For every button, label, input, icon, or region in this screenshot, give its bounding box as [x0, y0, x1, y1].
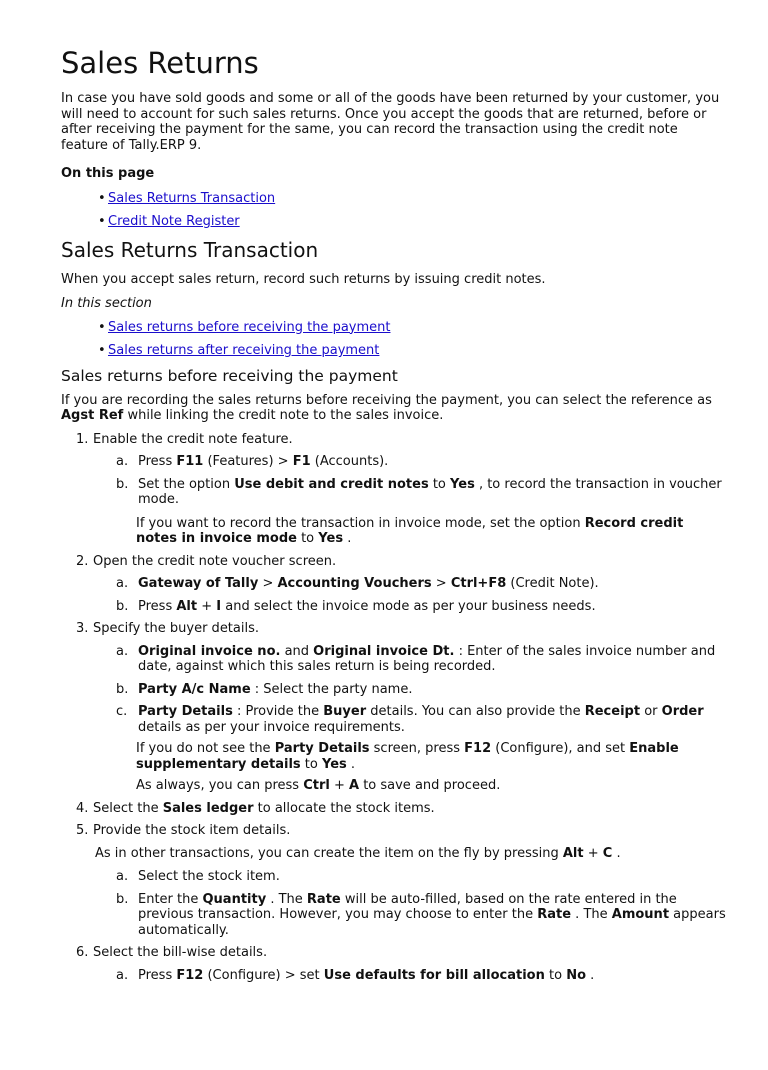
bold-text: Ctrl [303, 778, 330, 793]
bold-text: Alt [176, 598, 198, 614]
step-number: 2. [76, 553, 89, 569]
bold-text: Use debit and credit notes [234, 476, 429, 492]
substep-letter: a. [116, 643, 129, 659]
text: details. You can also provide the [366, 704, 585, 719]
note [136, 778, 728, 794]
bold-text: Party Details [274, 741, 370, 756]
document-page [0, 46, 768, 983]
link-before-payment[interactable]: Sales returns before receiving the payment [108, 319, 391, 335]
substep [116, 892, 728, 939]
step-number: 4. [76, 800, 89, 816]
text: or [640, 704, 662, 719]
step-text: Open the credit note voucher screen. [93, 553, 337, 569]
bold-text: C [602, 845, 613, 861]
section-intro: When you accept sales return, record such returns by issuing credit notes. [61, 271, 546, 287]
list-item [98, 191, 728, 207]
text: (Configure), and set [491, 741, 630, 756]
bold-text: F1 [292, 454, 311, 469]
text: and select the invoice mode as per your business needs. [221, 598, 596, 614]
substeps [93, 644, 728, 794]
substep-letter: c. [116, 704, 128, 719]
bold-text: Enable supplementary details [136, 741, 679, 772]
bold-text: Yes [321, 756, 347, 772]
text: (Configure) > set [203, 967, 324, 983]
step-6 [76, 945, 728, 983]
note [136, 516, 728, 547]
bold-text: Yes [450, 476, 475, 492]
text: will be auto-filled, based on the rate entered in the previous transaction. However, you may choose to enter the [138, 891, 677, 922]
text: , to record the transaction in voucher mode. [138, 476, 722, 507]
in-this-section-label: In this section [61, 296, 152, 311]
step-text: Enable the credit note feature. [93, 431, 293, 447]
step-number: 1. [76, 431, 89, 447]
bold-text: Rate [537, 907, 572, 922]
text: . [346, 756, 356, 772]
bold-text: F11 [176, 454, 204, 469]
bold-text: Yes [318, 531, 344, 546]
substep [116, 869, 728, 885]
substep-letter: b. [116, 891, 129, 907]
subsection-heading: Sales returns before receiving the payment [61, 366, 398, 385]
list-item [98, 320, 728, 336]
bold-text: F12 [464, 741, 492, 756]
step-text: Provide the stock item details. [93, 823, 291, 838]
substeps [93, 454, 728, 547]
step-4 [76, 800, 728, 817]
intro-paragraph: In case you have sold goods and some or all of the goods have been returned by your customer, you will need to account for such sales returns. Once you accept the goods that are returned, before or after receiving the payment for the same, you can record the transaction using the credit note feature of Tally.ERP 9. [61, 91, 720, 153]
bold-text: Alt [562, 845, 584, 861]
bold-text: Record credit notes in invoice mode [136, 515, 684, 546]
subsection-intro [61, 393, 728, 424]
note [136, 741, 728, 772]
bold-text: Sales ledger [162, 800, 254, 816]
page-title: Sales Returns [61, 46, 259, 80]
link-credit-note-register[interactable]: Credit Note Register [108, 214, 240, 229]
text: : Provide the [232, 704, 324, 719]
text: If you do not see the [136, 741, 275, 756]
bold-text: Order [661, 704, 704, 719]
substep-letter: a. [116, 967, 129, 983]
substep [116, 599, 728, 615]
text: and [280, 643, 314, 659]
substep-letter: b. [116, 598, 129, 614]
step-number: 6. [76, 945, 89, 960]
bold-text: Party A/c Name [138, 681, 251, 697]
substeps [93, 869, 728, 938]
substep [116, 644, 728, 675]
bold-text: Ctrl+F8 [450, 576, 507, 591]
bold-text: F12 [176, 967, 204, 983]
substep-letter: a. [116, 576, 129, 591]
text: > [431, 576, 451, 591]
text: Select the [93, 800, 163, 816]
link-sales-returns-transaction[interactable]: Sales Returns Transaction [108, 190, 276, 206]
text: to allocate the stock items. [253, 800, 435, 816]
bold-text: Amount [611, 907, 670, 922]
step-5 [76, 823, 728, 938]
text: Press [138, 967, 177, 983]
substep-letter: b. [116, 476, 129, 492]
bold-text: Accounting Vouchers [277, 576, 432, 591]
bold-text: No [566, 967, 586, 983]
bold-text: Quantity [202, 891, 267, 907]
text: (Credit Note). [506, 576, 599, 591]
text: As in other transactions, you can create the item on the fly by pressing [95, 845, 563, 861]
text: details as per your invoice requirements. [138, 719, 405, 735]
text: > [258, 576, 278, 591]
text: appears automatically. [138, 907, 726, 938]
text: . [586, 967, 595, 983]
section-heading: Sales Returns Transaction [61, 237, 319, 262]
bold-text: Rate [306, 891, 341, 907]
substep [116, 454, 728, 470]
step-2 [76, 553, 728, 615]
text: screen, press [369, 741, 465, 756]
on-this-page-links [61, 191, 728, 230]
text: to [300, 756, 322, 772]
substep [116, 704, 728, 794]
text: + [197, 598, 217, 614]
text: . The [571, 907, 612, 922]
text: Enter the [138, 891, 203, 907]
text: Set the option [138, 476, 235, 492]
bold-text: I [216, 598, 222, 614]
list-item [98, 214, 728, 230]
in-this-section-links [61, 320, 728, 359]
text: : Select the party name. [250, 681, 413, 697]
text: to save and proceed. [359, 778, 501, 793]
substep-letter: a. [116, 869, 129, 884]
bold-text: Agst Ref [61, 408, 124, 423]
bold-text: Use defaults for bill allocation [323, 967, 545, 983]
steps-list [61, 432, 728, 984]
step-number: 3. [76, 621, 89, 636]
text: Press [138, 454, 177, 469]
step-number: 5. [76, 823, 89, 838]
text: . [343, 531, 352, 546]
text: Select the stock item. [138, 869, 280, 884]
substep [116, 682, 728, 698]
text: + [329, 778, 349, 793]
text: : Enter of the sales invoice number and date, against which this sales return is being recorded. [138, 643, 716, 674]
step-3 [76, 621, 728, 794]
substep-letter: b. [116, 681, 129, 697]
text: to [428, 476, 451, 492]
substep [116, 576, 728, 592]
text: to [296, 531, 319, 546]
text: (Accounts). [310, 454, 389, 469]
list-item [98, 343, 728, 359]
bold-text: Original invoice Dt. [313, 643, 455, 659]
text: while linking the credit note to the sales invoice. [123, 408, 444, 423]
step-text: Specify the buyer details. [93, 621, 260, 636]
substep [116, 477, 728, 547]
note [95, 846, 728, 862]
text: . [612, 845, 621, 861]
text: . The [266, 891, 307, 907]
bold-text: Receipt [584, 704, 641, 719]
substeps [93, 968, 728, 984]
bold-text: Gateway of Tally [138, 576, 259, 591]
text: (Features) > [203, 454, 293, 469]
text: If you are recording the sales returns before receiving the payment, you can select the reference as [61, 392, 712, 408]
bold-text: A [349, 778, 360, 793]
text: If you want to record the transaction in invoice mode, set the option [136, 515, 585, 531]
step-text: Select the bill-wise details. [93, 945, 268, 960]
link-after-payment[interactable]: Sales returns after receiving the payment [108, 343, 380, 358]
text: to [544, 967, 567, 983]
step-1 [76, 431, 728, 547]
bold-text: Buyer [323, 704, 367, 719]
text: Press [138, 598, 177, 614]
substeps [93, 576, 728, 614]
text: As always, you can press [136, 778, 304, 793]
on-this-page-label: On this page [61, 166, 155, 181]
bold-text: Original invoice no. [138, 643, 281, 659]
text: + [583, 845, 603, 861]
substep-letter: a. [116, 454, 129, 469]
substep [116, 968, 728, 984]
bold-text: Party Details [138, 704, 233, 719]
